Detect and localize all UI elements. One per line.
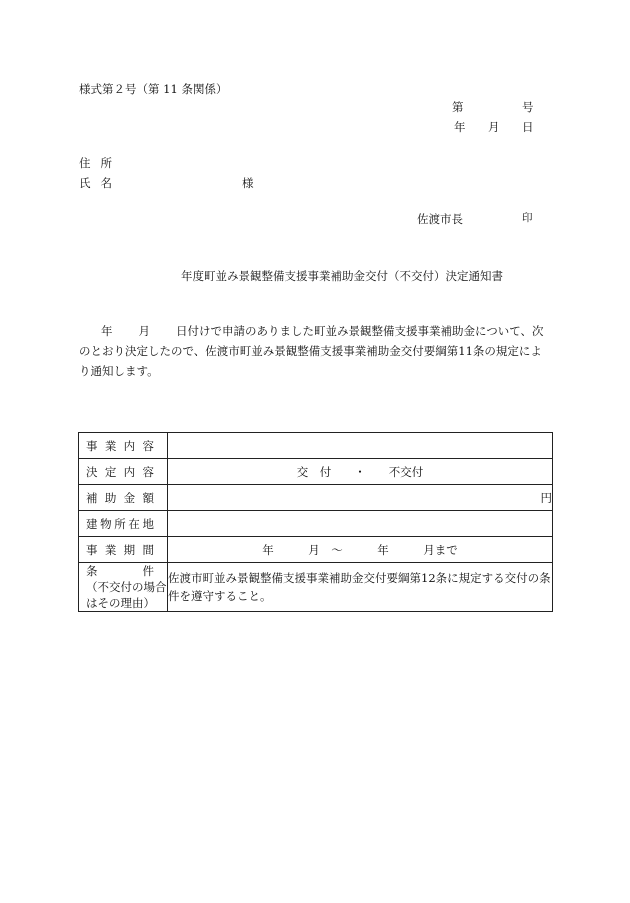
row-label-decision: 決 定 内 容: [79, 459, 168, 485]
body-text: 日付けで申請のありました町並み景観整備支援事業補助金について、次のとおり決定したので、佐渡市町並み景観整備支援事業補助金交付要綱第11条の規定により通知します。: [79, 324, 544, 378]
decision-table: [78, 432, 553, 612]
conditions-note: （不交付の場合はその理由）: [86, 580, 167, 610]
row-value-building-location: [168, 511, 553, 537]
issuer-mayor: 佐渡市長: [417, 212, 463, 226]
row-label-subsidy-amount: 補 助 金 額: [79, 485, 168, 511]
row-value-business-content: [168, 433, 553, 459]
row-value-conditions: 佐渡市町並み景観整備支援事業補助金交付要綱第12条に規定する交付の条件を遵守すること。: [168, 563, 553, 612]
row-label-conditions: 条 件 （不交付の場合はその理由）: [79, 563, 168, 612]
notice-body: [79, 321, 553, 381]
row-label-business-period: 事 業 期 間: [79, 537, 168, 563]
form-number: 様式第２号（第 11 条関係）: [79, 82, 228, 96]
table-row: [79, 459, 553, 485]
date-year: 年: [454, 120, 466, 134]
body-year: 年: [101, 324, 113, 338]
document-number-suffix: 号: [522, 100, 534, 114]
date-month: 月: [488, 120, 500, 134]
table-row: [79, 511, 553, 537]
table-row: [79, 537, 553, 563]
table-row: [79, 563, 553, 612]
document-number-label: 第: [452, 100, 464, 114]
row-value-subsidy-amount: 円: [168, 485, 553, 511]
name-label: 氏名: [79, 176, 122, 190]
document-title: 年度町並み景観整備支援事業補助金交付（不交付）決定通知書: [181, 269, 503, 283]
row-label-business-content: 事 業 内 容: [79, 433, 168, 459]
address-label: 住所: [79, 156, 122, 170]
table-row: [79, 485, 553, 511]
table-row: [79, 433, 553, 459]
seal-mark: 印: [522, 212, 533, 224]
honorific: 様: [242, 176, 254, 190]
date-day: 日: [522, 120, 534, 134]
row-value-decision: 交 付 ・ 不交付: [168, 459, 553, 485]
body-month: 月: [138, 324, 150, 338]
row-value-business-period: 年 月 ～ 年 月まで: [168, 537, 553, 563]
row-label-building-location: 建 物 所 在 地: [79, 511, 168, 537]
